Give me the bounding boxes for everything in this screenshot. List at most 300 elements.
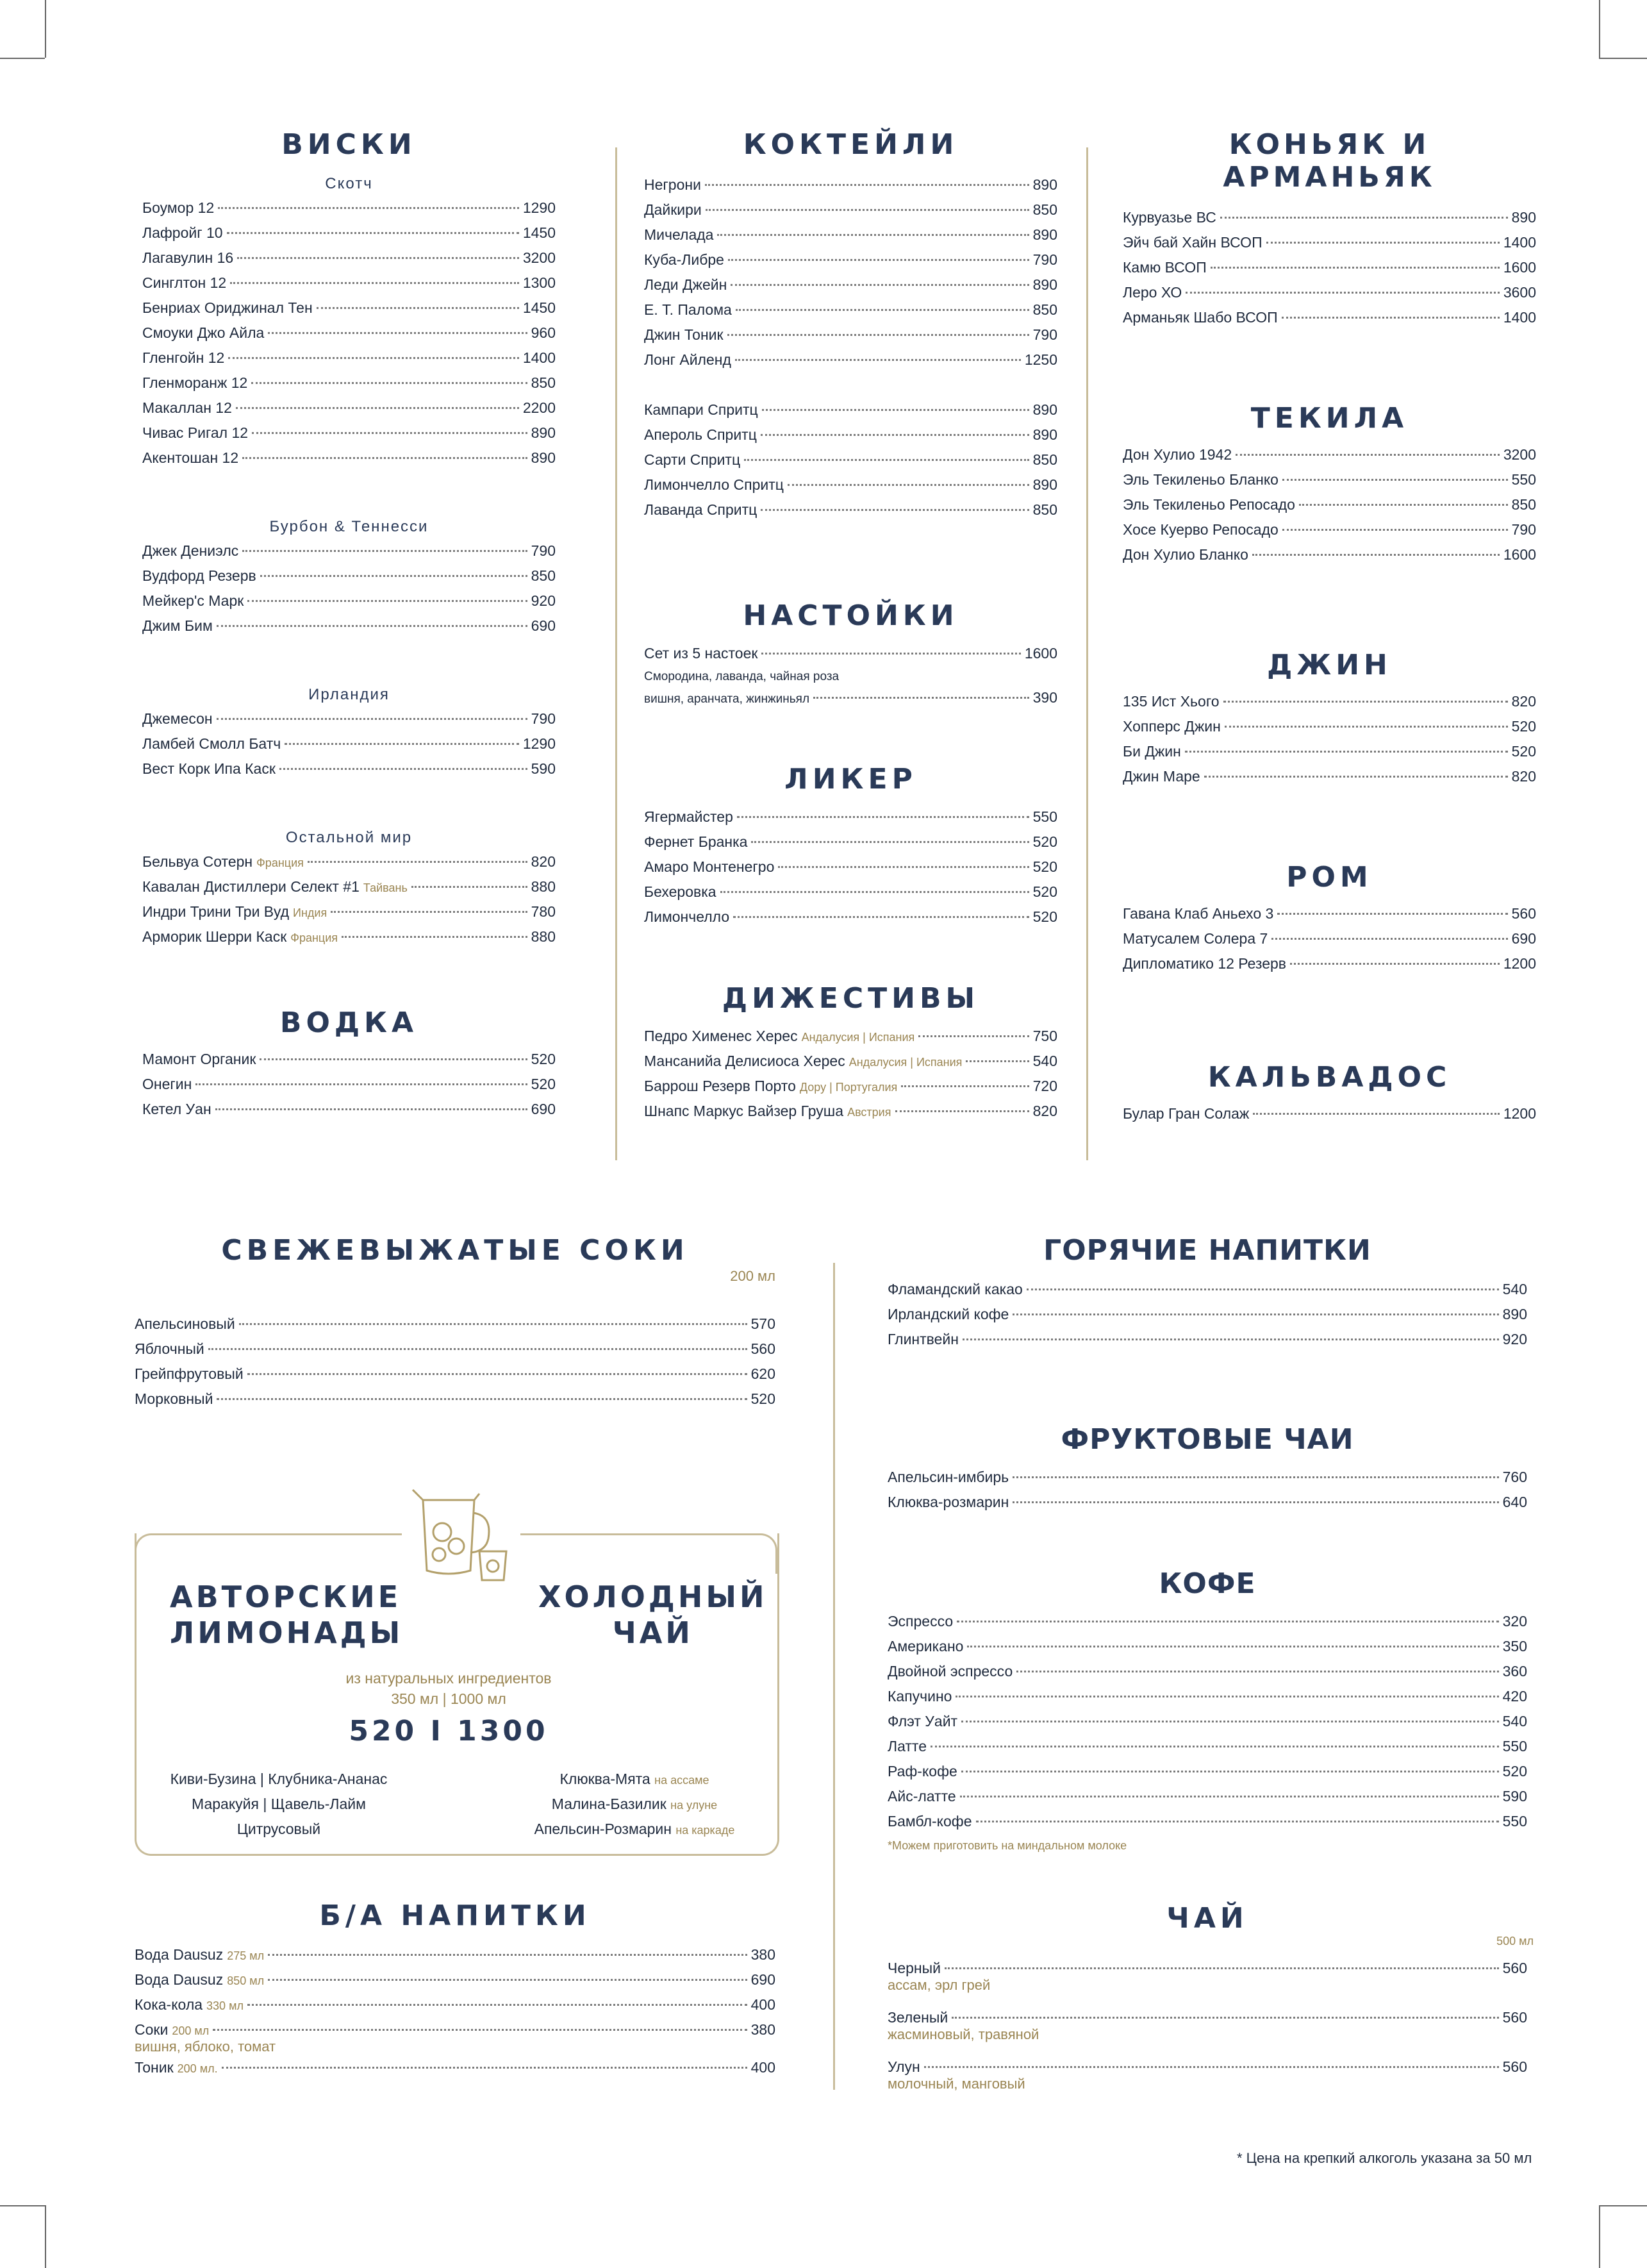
item-name: Хосе Куерво Репосадо	[1123, 521, 1279, 538]
item-name: Кампари Спритц	[644, 401, 758, 418]
item-note: 275 мл	[227, 1949, 265, 1962]
menu-item	[135, 1390, 775, 1415]
item-name: Вест Корк Ипа Каск	[142, 760, 276, 777]
menu-item	[1123, 234, 1536, 259]
leader-dots	[217, 1398, 747, 1400]
leader-dots	[247, 600, 527, 602]
item-price: 590	[531, 760, 556, 777]
item-price: 850	[1032, 501, 1057, 518]
leader-dots	[252, 432, 527, 434]
item-price: 960	[531, 324, 556, 341]
menu-item	[1123, 768, 1536, 793]
leader-dots	[1290, 963, 1500, 965]
item-name: Камю ВСОП	[1123, 259, 1207, 276]
flavor-name: Апельсин-Розмарин	[534, 1821, 672, 1837]
item-price: 420	[1502, 1688, 1527, 1705]
hot-drinks-list	[888, 1281, 1527, 1356]
item-price: 1250	[1024, 351, 1057, 368]
menu-item	[1123, 209, 1536, 234]
item-name: Яблочный	[135, 1340, 204, 1357]
leader-dots	[1271, 938, 1507, 940]
item-price: 880	[531, 878, 556, 895]
item-price: 690	[750, 1971, 775, 1988]
menu-item	[1123, 1105, 1536, 1130]
leader-dots	[961, 1721, 1499, 1722]
item-name: Ягермайстер	[644, 808, 733, 825]
item-name: Эль Текиленьо Бланко	[1123, 471, 1279, 488]
menu-item	[142, 349, 556, 374]
leader-dots	[963, 1338, 1499, 1340]
leader-dots	[961, 1771, 1499, 1772]
menu-item	[135, 1340, 775, 1365]
cocktails-section	[644, 128, 1057, 526]
item-name: Мамонт Органик	[142, 1051, 256, 1067]
item-name: Лимончелло	[644, 908, 730, 925]
item-price: 890	[1032, 176, 1057, 193]
leader-dots	[1223, 701, 1508, 703]
item-price: 540	[1032, 1053, 1057, 1069]
item-name: Акентошан 12	[142, 449, 239, 466]
soft-drinks-list	[135, 1946, 775, 2084]
menu-item	[142, 1076, 556, 1101]
menu-item	[888, 1494, 1527, 1519]
leader-dots	[717, 234, 1029, 236]
menu-item	[1123, 718, 1536, 743]
digestifs-title: ДИЖЕСТИВЫ	[722, 982, 980, 1015]
item-name: Бамбл-кофе	[888, 1813, 972, 1830]
item-name: Макаллан 12	[142, 399, 232, 416]
item-name: Раф-кофе	[888, 1763, 957, 1780]
leader-dots	[1277, 913, 1507, 915]
item-price: 890	[1032, 276, 1057, 293]
item-price: 1600	[1024, 645, 1057, 662]
menu-item	[135, 1365, 775, 1390]
soft-drinks-title: Б/А НАПИТКИ	[319, 1899, 591, 1932]
menu-item	[142, 542, 556, 567]
menu-item	[644, 426, 1057, 451]
item-name: Фернет Бранка	[644, 833, 748, 850]
item-price: 620	[750, 1365, 775, 1382]
menu-item	[644, 476, 1057, 501]
menu-item	[135, 1946, 775, 1971]
menu-item	[142, 274, 556, 299]
vodka-section	[142, 1006, 556, 1126]
tea-list	[888, 1960, 1527, 2092]
menu-item	[1123, 284, 1536, 309]
item-price: 380	[750, 1946, 775, 1963]
menu-item	[1123, 309, 1536, 334]
leader-dots	[227, 232, 519, 234]
leader-dots	[239, 1323, 747, 1325]
menu-item	[644, 176, 1057, 201]
item-name: Лонг Айленд	[644, 351, 731, 368]
tea-section	[888, 1902, 1534, 2108]
tea-volume: 500 мл	[1496, 1935, 1534, 1947]
item-name: Шнапс Маркус Вайзер Груша	[644, 1103, 844, 1119]
menu-item	[644, 251, 1057, 276]
item-name: Онегин	[142, 1076, 192, 1092]
item-price: 3600	[1503, 284, 1536, 301]
item-name: Эль Текиленьо Репосадо	[1123, 496, 1295, 513]
item-price: 520	[750, 1390, 775, 1407]
cocktails-title: КОКТЕЙЛИ	[743, 128, 959, 161]
box-top-line-right	[520, 1533, 748, 1535]
tequila-list	[1123, 446, 1536, 571]
item-name: Гавана Клаб Аньехо 3	[1123, 905, 1274, 922]
menu-item	[644, 833, 1057, 858]
juices-list	[135, 1315, 775, 1415]
juices-title: СВЕЖЕВЫЖАТЫЕ СОКИ	[221, 1234, 689, 1267]
rum-section	[1123, 861, 1536, 980]
leader-dots	[251, 382, 527, 384]
world-list	[142, 853, 556, 953]
item-price: 1300	[522, 274, 556, 291]
item-price: 400	[750, 2059, 775, 2076]
menu-item	[644, 451, 1057, 476]
item-name: Дайкири	[644, 201, 702, 218]
item-price: 1450	[522, 299, 556, 316]
menu-item	[142, 760, 556, 785]
item-name: Смоуки Джо Айла	[142, 324, 265, 341]
calvados-title: КАЛЬВАДОС	[1207, 1061, 1452, 1094]
item-name: Джек Дениэлс	[142, 542, 239, 559]
item-price: 790	[1032, 251, 1057, 268]
item-name: Двойной эспрессо	[888, 1663, 1013, 1680]
menu-item	[644, 501, 1057, 526]
digestifs-list	[644, 1028, 1057, 1128]
item-price: 850	[1032, 451, 1057, 468]
menu-item	[644, 858, 1057, 883]
item-name: Чивас Ригал 12	[142, 424, 249, 441]
item-name: Улун	[888, 2058, 920, 2075]
item-name: Черный	[888, 1960, 941, 1976]
menu-item	[888, 1331, 1527, 1356]
item-price: 760	[1502, 1469, 1527, 1485]
item-price: 750	[1032, 1028, 1057, 1044]
leader-dots	[1266, 242, 1500, 244]
item-description: вишня, яблоко, томат	[135, 2039, 276, 2055]
item-price: 850	[1032, 301, 1057, 318]
leader-dots	[762, 409, 1029, 411]
flavor-name: Клюква-Мята	[559, 1771, 650, 1787]
item-price: 520	[1032, 858, 1057, 875]
tea-title: ЧАЙ	[1166, 1902, 1248, 1935]
leader-dots	[813, 697, 1029, 699]
cold-tea-title-1: ХОЛОДНЫЙ	[538, 1580, 768, 1614]
juices-section	[135, 1234, 775, 1415]
whisky-title: ВИСКИ	[281, 128, 417, 161]
menu-item	[1123, 546, 1536, 571]
flavor-note: на улуне	[670, 1799, 718, 1812]
item-name: Матусалем Солера 7	[1123, 930, 1268, 947]
item-description: жасминовый, травяной	[888, 2026, 1039, 2042]
item-price: 850	[531, 374, 556, 391]
leader-dots	[957, 1621, 1499, 1622]
cold-tea-flavor-3	[506, 1817, 763, 1843]
menu-item	[142, 735, 556, 760]
item-name: Бехеровка	[644, 883, 716, 900]
menu-item	[888, 1738, 1527, 1763]
cognac-list	[1123, 209, 1536, 334]
leader-dots	[720, 891, 1029, 893]
item-price: 820	[1511, 693, 1536, 710]
menu-item	[142, 710, 556, 735]
leader-dots	[901, 1085, 1029, 1087]
leader-dots	[230, 282, 519, 284]
cognac-section	[1123, 128, 1536, 334]
item-note: Франция	[256, 856, 304, 869]
leader-dots	[1252, 554, 1500, 556]
menu-item	[142, 199, 556, 224]
item-price: 780	[531, 903, 556, 920]
leader-dots	[228, 357, 519, 359]
menu-item	[1123, 930, 1536, 955]
coffee-list	[888, 1613, 1527, 1838]
menu-item	[1123, 446, 1536, 471]
menu-item	[644, 883, 1057, 908]
item-price: 790	[531, 542, 556, 559]
item-name: Индри Трини Три Вуд	[142, 903, 290, 920]
leader-dots	[279, 768, 527, 770]
item-description: ассам, эрл грей	[888, 1977, 991, 1993]
item-price: 790	[1511, 521, 1536, 538]
leader-dots	[218, 207, 519, 209]
vodka-title: ВОДКА	[279, 1006, 418, 1039]
item-price: 820	[1511, 768, 1536, 785]
cognac-title: КОНЬЯК И АРМАНЬЯК	[1223, 128, 1436, 194]
menu-item	[888, 1763, 1527, 1788]
lemonades-title-1: АВТОРСКИЕ	[170, 1580, 402, 1614]
menu-item	[142, 374, 556, 399]
item-name: Латте	[888, 1738, 927, 1755]
item-name: Глинтвейн	[888, 1331, 959, 1347]
item-price: 360	[1502, 1663, 1527, 1680]
world-subtitle: Остальной мир	[285, 829, 413, 846]
menu-item	[1123, 693, 1536, 718]
menu-item	[142, 424, 556, 449]
menu-item	[888, 1713, 1527, 1738]
lemonades-volume: 350 мл | 1000 мл	[391, 1690, 506, 1707]
fruit-tea-list	[888, 1469, 1527, 1519]
item-name: Кетел Уан	[142, 1101, 211, 1117]
menu-item	[1123, 259, 1536, 284]
item-name: Хопперс Джин	[1123, 718, 1221, 735]
menu-item	[1123, 521, 1536, 546]
menu-item	[1123, 496, 1536, 521]
item-name: Арманьяк Шабо ВСОП	[1123, 309, 1278, 326]
item-note: 200 мл	[172, 2024, 210, 2037]
item-name: Грейпфрутовый	[135, 1365, 244, 1382]
lemonades-box-top-right	[737, 1533, 777, 1574]
menu-item	[644, 908, 1057, 933]
item-note: Дору | Португалия	[799, 1081, 898, 1094]
item-note: 330 мл	[206, 1999, 244, 2012]
item-name: Педро Хименес Херес	[644, 1028, 798, 1044]
menu-item	[888, 1306, 1527, 1331]
menu-item	[135, 1315, 775, 1340]
leader-dots	[1211, 267, 1500, 269]
item-price: 1450	[522, 224, 556, 241]
item-price: 850	[1032, 201, 1057, 218]
item-name: Лаванда Спритц	[644, 501, 757, 518]
item-price: 520	[1032, 833, 1057, 850]
menu-item	[644, 1078, 1057, 1103]
item-name: Американо	[888, 1638, 964, 1655]
item-note: 850 мл	[227, 1974, 265, 1987]
item-price: 1600	[1503, 259, 1536, 276]
lemonade-flavor-3: Цитрусовый	[236, 1821, 321, 1837]
leader-dots	[247, 1373, 747, 1375]
flavor-name: Малина-Базилик	[551, 1796, 666, 1812]
item-name: Апельсин-имбирь	[888, 1469, 1009, 1485]
item-price: 1290	[522, 199, 556, 216]
menu-item	[888, 1638, 1527, 1663]
item-price: 920	[1502, 1331, 1527, 1347]
item-name: Арморик Шерри Каск	[142, 928, 287, 945]
flavor-note: на ассаме	[654, 1774, 709, 1787]
item-description: молочный, манговый	[888, 2076, 1025, 2092]
item-price: 890	[1032, 401, 1057, 418]
leader-dots	[222, 2067, 747, 2069]
menu-item	[1123, 955, 1536, 980]
leader-dots	[268, 332, 527, 334]
menu-item	[644, 1028, 1057, 1053]
item-name: Лагавулин 16	[142, 249, 234, 266]
cold-tea-flavor-2	[506, 1792, 763, 1818]
item-name: Мичелада	[644, 226, 714, 243]
item-price: 520	[1511, 743, 1536, 760]
item-price: 2200	[522, 399, 556, 416]
item-name: Морковный	[135, 1390, 213, 1407]
leader-dots	[924, 2066, 1499, 2068]
item-price: 550	[1511, 471, 1536, 488]
rum-title: РОМ	[1286, 861, 1373, 894]
leader-dots	[208, 1348, 747, 1350]
item-name: Дипломатико 12 Резерв	[1123, 955, 1287, 972]
item-name: Леди Джейн	[644, 276, 727, 293]
item-name: Булар Гран Солаж	[1123, 1105, 1250, 1122]
menu-item	[644, 276, 1057, 301]
item-price: 400	[750, 1996, 775, 2013]
item-price: 520	[1032, 883, 1057, 900]
menu-item	[888, 1613, 1527, 1638]
leader-dots	[1220, 217, 1508, 219]
gin-section	[1123, 649, 1536, 793]
item-name: Бельвуа Сотерн	[142, 853, 253, 870]
leader-dots	[952, 2017, 1498, 2019]
menu-item	[644, 201, 1057, 226]
menu-item	[142, 324, 556, 349]
soft-drinks-section	[135, 1899, 775, 2084]
item-price: 1200	[1503, 955, 1536, 972]
leader-dots	[1299, 504, 1508, 506]
item-price: 3200	[1503, 446, 1536, 463]
item-name: Джим Бим	[142, 617, 213, 634]
item-price: 550	[1502, 1813, 1527, 1830]
item-price: 1400	[1503, 234, 1536, 251]
vodka-list	[142, 1051, 556, 1126]
item-price: 380	[750, 2021, 775, 2038]
item-name: Соки	[135, 2021, 169, 2038]
menu-item	[644, 326, 1057, 351]
item-price: 520	[531, 1076, 556, 1092]
item-name: Ламбей Смолл Батч	[142, 735, 281, 752]
lemonade-flavor-1: Киви-Бузина | Клубника-Ананас	[170, 1771, 388, 1787]
item-price: 790	[531, 710, 556, 727]
leader-dots	[247, 2004, 747, 2006]
menu-item	[142, 1051, 556, 1076]
item-price: 820	[531, 853, 556, 870]
item-name: Бенриах Ориджинал Тен	[142, 299, 313, 316]
item-name: Амаро Монтенегро	[644, 858, 775, 875]
leader-dots	[1013, 1501, 1498, 1503]
item-name: вишня, аранчата, жинжиньял	[644, 692, 810, 706]
coffee-section	[888, 1567, 1527, 1853]
menu-item	[1123, 471, 1536, 496]
cocktails-list-1	[644, 176, 1057, 376]
box-top-line-left	[174, 1533, 402, 1535]
leader-dots	[761, 653, 1020, 655]
leader-dots	[195, 1083, 527, 1085]
item-note: Андалусия | Испания	[848, 1056, 963, 1069]
menu-item	[888, 1469, 1527, 1494]
item-name: Фламандский какао	[888, 1281, 1023, 1297]
tequila-section	[1123, 402, 1536, 571]
item-name: Би Джин	[1123, 743, 1181, 760]
menu-item	[888, 1688, 1527, 1713]
menu-item	[644, 1103, 1057, 1128]
menu-item	[135, 1996, 775, 2021]
lemonades-title-2: ЛИМОНАДЫ	[170, 1615, 404, 1650]
leader-dots	[735, 359, 1021, 361]
tinctures-title: НАСТОЙКИ	[743, 599, 959, 632]
leader-dots	[1282, 479, 1508, 481]
leader-dots	[733, 916, 1029, 918]
leader-dots	[1013, 1476, 1498, 1478]
item-name: Ирландский кофе	[888, 1306, 1009, 1322]
item-name: Боумор 12	[142, 199, 215, 216]
fruit-tea-title: ФРУКТОВЫЕ ЧАИ	[1061, 1423, 1354, 1456]
menu-item	[888, 1663, 1527, 1688]
leader-dots	[260, 1058, 527, 1060]
leader-dots	[1236, 454, 1500, 456]
item-name: Лафройг 10	[142, 224, 223, 241]
menu-item	[644, 226, 1057, 251]
item-price: 890	[1032, 476, 1057, 493]
item-price: 890	[531, 424, 556, 441]
leader-dots	[706, 209, 1029, 211]
item-price: 1200	[1503, 1105, 1536, 1122]
gin-title: ДЖИН	[1267, 649, 1392, 681]
liqueur-title: ЛИКЕР	[784, 763, 917, 796]
leader-dots	[727, 334, 1029, 336]
scotch-list	[142, 199, 556, 474]
item-name: Гленгойн 12	[142, 349, 225, 366]
item-price: 640	[1502, 1494, 1527, 1510]
leader-dots	[728, 259, 1029, 261]
leader-dots	[761, 509, 1029, 511]
tinctures-section	[644, 599, 1057, 711]
menu-item	[142, 449, 556, 474]
item-name: Тоник	[135, 2059, 174, 2076]
leader-dots	[895, 1110, 1029, 1112]
menu-item	[644, 1053, 1057, 1078]
item-price: 520	[1502, 1763, 1527, 1780]
leader-dots	[761, 434, 1029, 436]
leader-dots	[237, 257, 519, 259]
item-price: 570	[750, 1315, 775, 1332]
leader-dots	[967, 1646, 1498, 1647]
